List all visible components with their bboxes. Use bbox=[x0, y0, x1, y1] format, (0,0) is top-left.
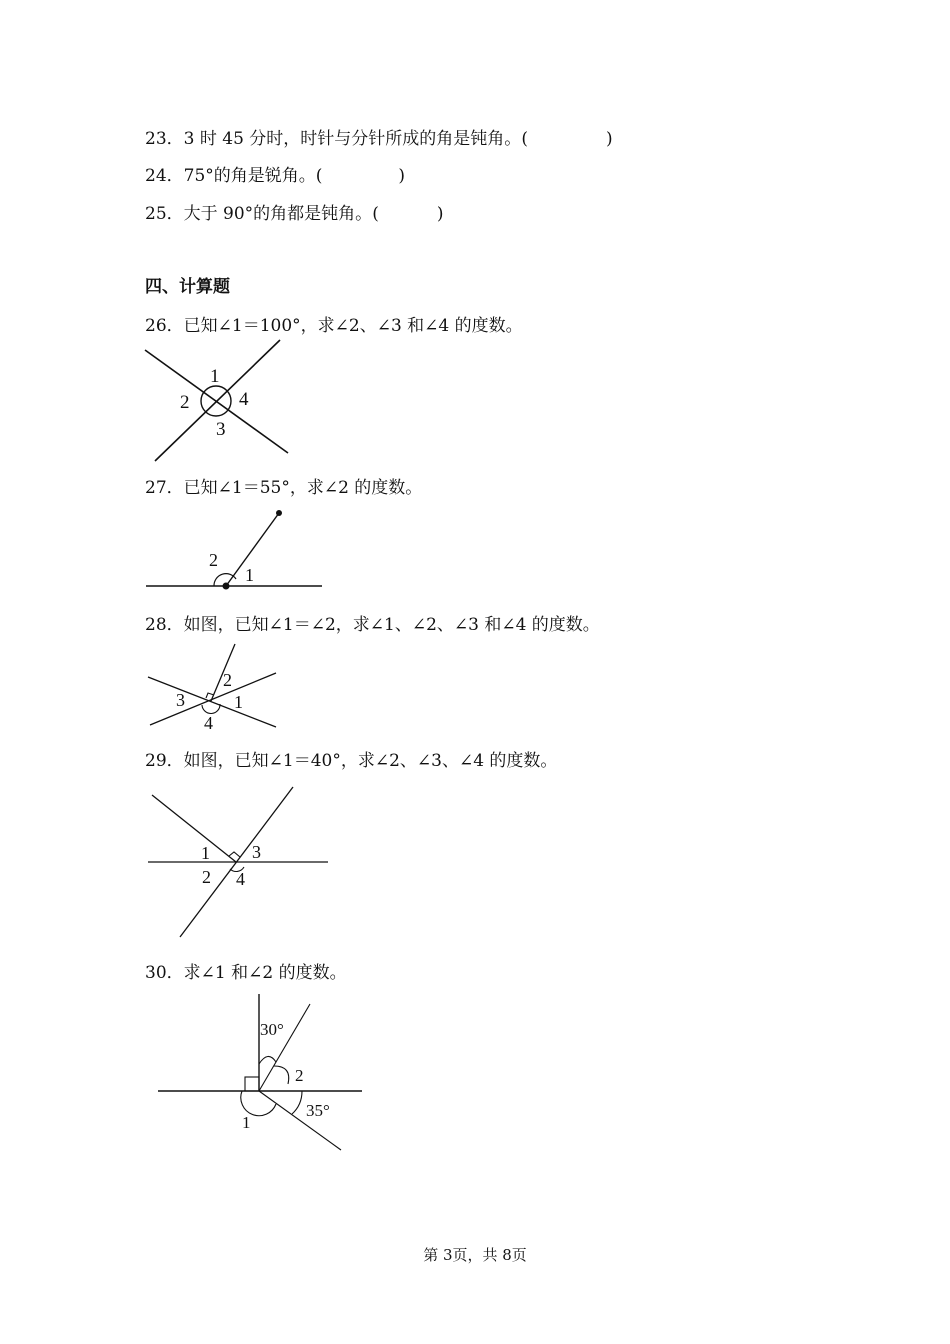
answer-close-paren: ) bbox=[398, 166, 406, 186]
problem-number: 27． bbox=[145, 478, 184, 498]
question-text: 大于 90°的角都是钝角。 bbox=[183, 204, 373, 224]
problem-number: 28． bbox=[145, 615, 184, 635]
problem-30 bbox=[145, 958, 347, 983]
problem-text: 求∠1 和∠2 的度数。 bbox=[183, 963, 347, 983]
angle-arc-35 bbox=[292, 1091, 302, 1114]
answer-open-paren: ( bbox=[315, 166, 323, 186]
answer-open-paren: ( bbox=[372, 204, 379, 224]
angle-label-2: 2 bbox=[202, 867, 211, 887]
angle-label-2: 2 bbox=[223, 670, 232, 690]
problem-26 bbox=[145, 311, 523, 336]
question-25 bbox=[145, 199, 443, 224]
angle-label-4: 4 bbox=[239, 389, 249, 410]
angle-label-3: 3 bbox=[176, 690, 185, 710]
question-24 bbox=[145, 161, 405, 186]
figure-26 bbox=[140, 335, 290, 465]
problem-28 bbox=[145, 610, 600, 635]
question-number: 25． bbox=[145, 204, 184, 224]
angle-label-1: 1 bbox=[210, 366, 220, 387]
line-b bbox=[150, 673, 276, 725]
right-angle-mark bbox=[245, 1077, 259, 1091]
question-text: 3 时 45 分时，时针与分针所成的角是钝角。 bbox=[183, 129, 522, 149]
problem-text: 如图，已知∠1＝∠2，求∠1、∠2、∠3 和∠4 的度数。 bbox=[183, 615, 600, 635]
question-number: 23． bbox=[145, 129, 184, 149]
angle-label-2: 2 bbox=[295, 1066, 304, 1085]
ray-lower bbox=[259, 1091, 341, 1150]
problem-number: 26． bbox=[145, 316, 184, 336]
angle-arc-30 bbox=[259, 1056, 276, 1064]
figure-28 bbox=[140, 640, 285, 735]
angle-label-2: 2 bbox=[209, 550, 218, 570]
problem-number: 30． bbox=[145, 963, 184, 983]
line-b bbox=[155, 340, 280, 461]
question-text: 75°的角是锐角。 bbox=[183, 166, 316, 186]
right-angle-mark bbox=[229, 852, 240, 857]
angle-label-30: 30° bbox=[260, 1020, 284, 1039]
section-title: 四、计算题 bbox=[145, 277, 230, 297]
answer-close-paren: ) bbox=[436, 204, 444, 224]
figure-27 bbox=[140, 505, 330, 595]
angle-label-3: 3 bbox=[216, 419, 226, 440]
problem-27 bbox=[145, 473, 422, 498]
figure-30 bbox=[150, 990, 370, 1160]
angle-label-1: 1 bbox=[245, 565, 254, 585]
problem-number: 29． bbox=[145, 751, 184, 771]
figure-29 bbox=[140, 785, 335, 940]
angle-arc-2 bbox=[274, 1066, 289, 1084]
angle-label-1: 1 bbox=[234, 692, 243, 712]
problem-text: 如图，已知∠1＝40°，求∠2、∠3、∠4 的度数。 bbox=[183, 751, 558, 771]
ray bbox=[152, 795, 236, 862]
angle-label-2: 2 bbox=[180, 392, 190, 413]
angle-label-4: 4 bbox=[204, 713, 213, 733]
angle-arc-1 bbox=[241, 1091, 276, 1116]
problem-text: 已知∠1＝100°，求∠2、∠3 和∠4 的度数。 bbox=[183, 316, 523, 336]
angle-label-4: 4 bbox=[236, 869, 245, 889]
angle-label-35: 35° bbox=[306, 1101, 330, 1120]
angle-label-1: 1 bbox=[201, 843, 210, 863]
answer-open-paren: ( bbox=[521, 129, 528, 149]
ray-endpoint bbox=[276, 510, 282, 516]
page-footer: 第 3页，共 8页 bbox=[423, 1246, 527, 1264]
angle-label-3: 3 bbox=[252, 842, 261, 862]
problem-29 bbox=[145, 746, 557, 771]
answer-close-paren: ) bbox=[605, 129, 613, 149]
vertex-point bbox=[223, 583, 230, 590]
question-23 bbox=[145, 124, 613, 149]
problem-text: 已知∠1＝55°，求∠2 的度数。 bbox=[183, 478, 423, 498]
question-number: 24． bbox=[145, 166, 184, 186]
angle-label-1: 1 bbox=[242, 1113, 251, 1132]
